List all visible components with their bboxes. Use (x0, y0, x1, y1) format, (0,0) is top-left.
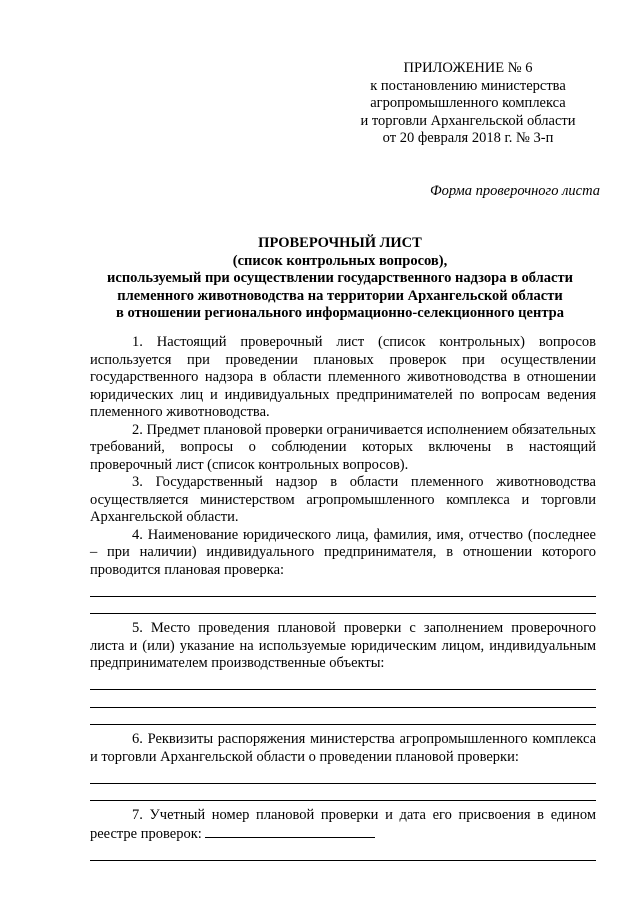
fill-line[interactable] (90, 708, 596, 726)
title-line-2: (список контрольных вопросов), (232, 252, 448, 269)
document-title (70, 235, 610, 323)
fill-line[interactable] (90, 843, 596, 861)
fill-line[interactable] (90, 579, 596, 597)
title-line-5: в отношении регионального информационно-селекционного центра (116, 305, 564, 321)
title-line-3: используемый при осуществлении государственного надзора в области (107, 270, 573, 286)
appendix-line-3: агропромышленного комплекса (370, 95, 566, 111)
fill-line[interactable] (90, 784, 596, 802)
paragraph-7 (90, 807, 596, 843)
form-note: Форма проверочного листа (430, 183, 600, 199)
appendix-line-2: к постановлению министерства (370, 77, 566, 94)
appendix-date: от 20 февраля 2018 г. № 3-п (382, 130, 554, 146)
fill-line[interactable] (90, 690, 596, 708)
paragraph-1: 1. Настоящий проверочный лист (список контрольных) вопросов используется при проведении плановых проверок при осуществлении государственного надзора в области племенного животноводства в отношении юридических лиц и индивидуальных предпринимателей по вопросам ведения племенного животноводства. (90, 334, 596, 420)
fill-line[interactable] (90, 766, 596, 784)
title-line-4: племенного животноводства на территории Архангельской области (117, 287, 563, 304)
fill-line[interactable] (90, 597, 596, 615)
appendix-line-4: и торговли Архангельской области (360, 112, 576, 129)
paragraph-7-text: 7. Учетный номер плановой проверки и дата его присвоения в едином реестре проверок: (90, 807, 596, 842)
appendix-number: ПРИЛОЖЕНИЕ № 6 (403, 60, 533, 76)
document-body (90, 334, 596, 861)
paragraph-5: 5. Место проведения плановой проверки с заполнением проверочного листа и (или) указание на используемые юридическим лицом, индивидуальным предпринимателем производственные объекты: (90, 620, 596, 671)
paragraph-2: 2. Предмет плановой проверки ограничивается исполнением обязательных требований, вопросы о соблюдении которых включены в настоящий проверочный лист (список контрольных вопросов). (90, 421, 596, 473)
title-line-1: ПРОВЕРОЧНЫЙ ЛИСТ (258, 235, 422, 251)
appendix-header (340, 60, 596, 148)
registry-number-fill-line[interactable] (205, 825, 375, 838)
fill-line[interactable] (90, 673, 596, 691)
paragraph-3: 3. Государственный надзор в области племенного животноводства осуществляется министерством агропромышленного комплекса и торговли Архангельской области. (90, 474, 596, 525)
paragraph-6: 6. Реквизиты распоряжения министерства агропромышленного комплекса и торговли Архангельской области о проведении плановой проверки: (90, 731, 596, 765)
paragraph-4: 4. Наименование юридического лица, фамилия, имя, отчество (последнее – при наличии) индивидуального предпринимателя, в отношении которого проводится плановая проверка: (90, 526, 596, 578)
